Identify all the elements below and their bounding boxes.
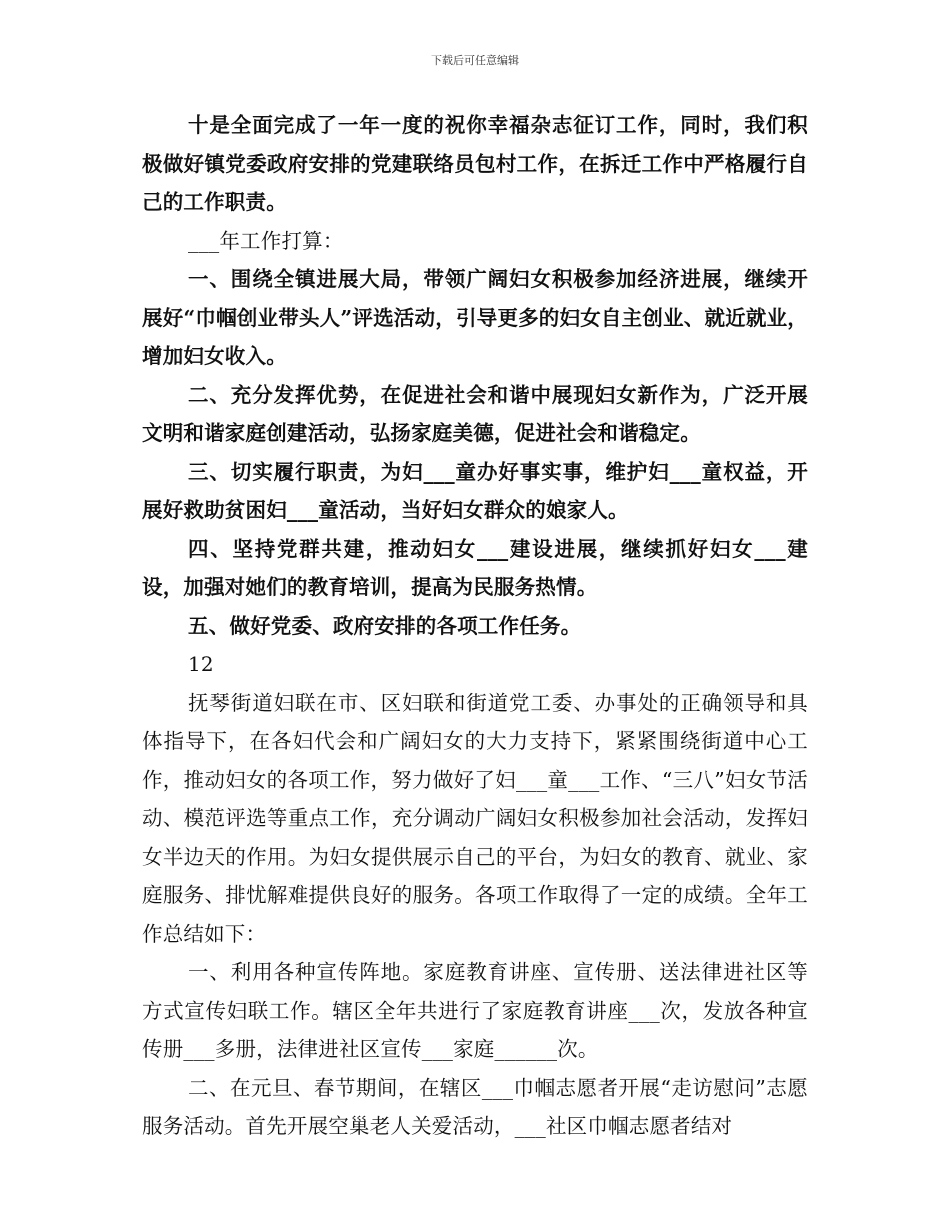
paragraph-plan-1: 一、围绕全镇进展大局，带领广阔妇女积极参加经济进展，继续开展好“巾帼创业带头人”评选活动，引导更多的妇女自主创业、就近就业，增加妇女收入。 — [142, 267, 808, 368]
paragraph-item-ten: 十是全面完成了一年一度的祝你幸福杂志征订工作，同时，我们积极做好镇党委政府安排的党建联络员包村工作，在拆迁工作中严格履行自己的工作职责。 — [142, 113, 808, 214]
document-body — [142, 106, 808, 1146]
paragraph-plan-2: 二、充分发挥优势，在促进社会和谐中展现妇女新作为，广泛开展文明和谐家庭创建活动，弘扬家庭美德，促进社会和谐稳定。 — [142, 382, 808, 445]
section-number: 12 — [188, 652, 214, 676]
paragraph-plan-heading: ___年工作打算： — [188, 228, 344, 253]
paragraph-summary-1: 一、利用各种宣传阵地。家庭教育讲座、宣传册、送法律进社区等方式宣传妇联工作。辖区全年共进行了家庭教育讲座___次，发放各种宣传册___多册，法律进社区宣传___家庭______次。 — [142, 960, 808, 1061]
paragraph-intro: 抚琴街道妇联在市、区妇联和街道党工委、办事处的正确领导和具体指导下，在各妇代会和广阔妇女的大力支持下，紧紧围绕街道中心工作，推动妇女的各项工作，努力做好了妇___童___工作、“三八”妇女节活动、模范评选等重点工作，充分调动广阔妇女积极参加社会活动，发挥妇女半边天的作用。为妇女提供展示自己的平台，为妇女的教育、就业、家庭服务、排忧解难提供良好的服务。各项工作取得了一定的成绩。全年工作总结如下： — [142, 690, 808, 946]
paragraph-plan-3: 三、切实履行职责，为妇___童办好事实事，维护妇___童权益，开展好救助贫困妇___童活动，当好妇女群众的娘家人。 — [142, 459, 808, 522]
paragraph-plan-4: 四、坚持党群共建，推动妇女___建设进展，继续抓好妇女___建设，加强对她们的教育培训，提高为民服务热情。 — [142, 536, 808, 599]
paragraph-plan-5: 五、做好党委、政府安排的各项工作任务。 — [188, 613, 582, 638]
paragraph-summary-2: 二、在元旦、春节期间，在辖区___巾帼志愿者开展“走访慰问”志愿服务活动。首先开展空巢老人关爱活动，___社区巾帼志愿者结对 — [142, 1075, 808, 1138]
page-header-note: 下载后可任意编辑 — [431, 54, 519, 67]
